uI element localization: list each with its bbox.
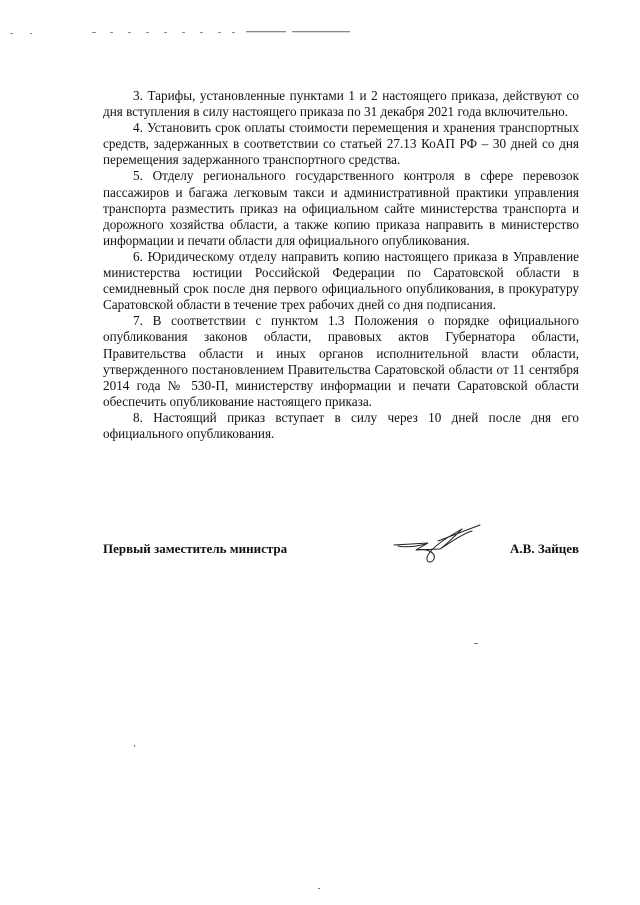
paragraph-6: 6. Юридическому отделу направить копию настоящего приказа в Управление министерства юстиции Российской Федерации по Саратовской области в семидневный срок после дня первого официального опубликования, в прокуратуру Саратовской области в течение трех рабочих дней со дня подписания. [103,248,579,313]
paragraph-7: 7. В соответствии с пунктом 1.3 Положения о порядке официального опубликования законов области, правовых актов Губернатора области, Правительства области и иных органов исполнительной власти области, утвержденного постановлением Правительства Саратовской области от 11 сентября 2014 года № 530-П, министерству информации и печати Саратовской области обеспечить опубликование настоящего приказа. [103,313,579,409]
handwritten-signature [388,519,488,569]
signer-name: А.В. Зайцев [510,541,579,556]
signature-block [103,541,579,561]
paragraph-8: 8. Настоящий приказ вступает в силу через 10 дней после дня его официального опубликования. [103,409,579,441]
scan-speck [134,745,135,747]
scan-speck [474,643,478,644]
paragraph-3: 3. Тарифы, установленные пунктами 1 и 2 настоящего приказа, действуют со дня вступления в силу настоящего приказа по 31 декабря 2021 года включительно. [103,88,579,120]
order-body-text [103,88,579,442]
paragraph-4: 4. Установить срок оплаты стоимости перемещения и хранения транспортных средств, задержанных в соответствии со статьей 27.13 КоАП РФ – 30 дней со дня перемещения задержанного транспортного средства. [103,120,579,168]
paragraph-5: 5. Отделу регионального государственного контроля в сфере перевозок пассажиров и багажа легковым такси и административной практики управления транспорта разместить приказ на официальном сайте министерства транспорта и дорожного хозяйства области, а также копию приказа направить в министерство информации и печати области для официального опубликования. [103,168,579,248]
scan-header-artifact [0,0,640,40]
signer-title: Первый заместитель министра [103,541,288,556]
scan-speck [318,888,320,889]
